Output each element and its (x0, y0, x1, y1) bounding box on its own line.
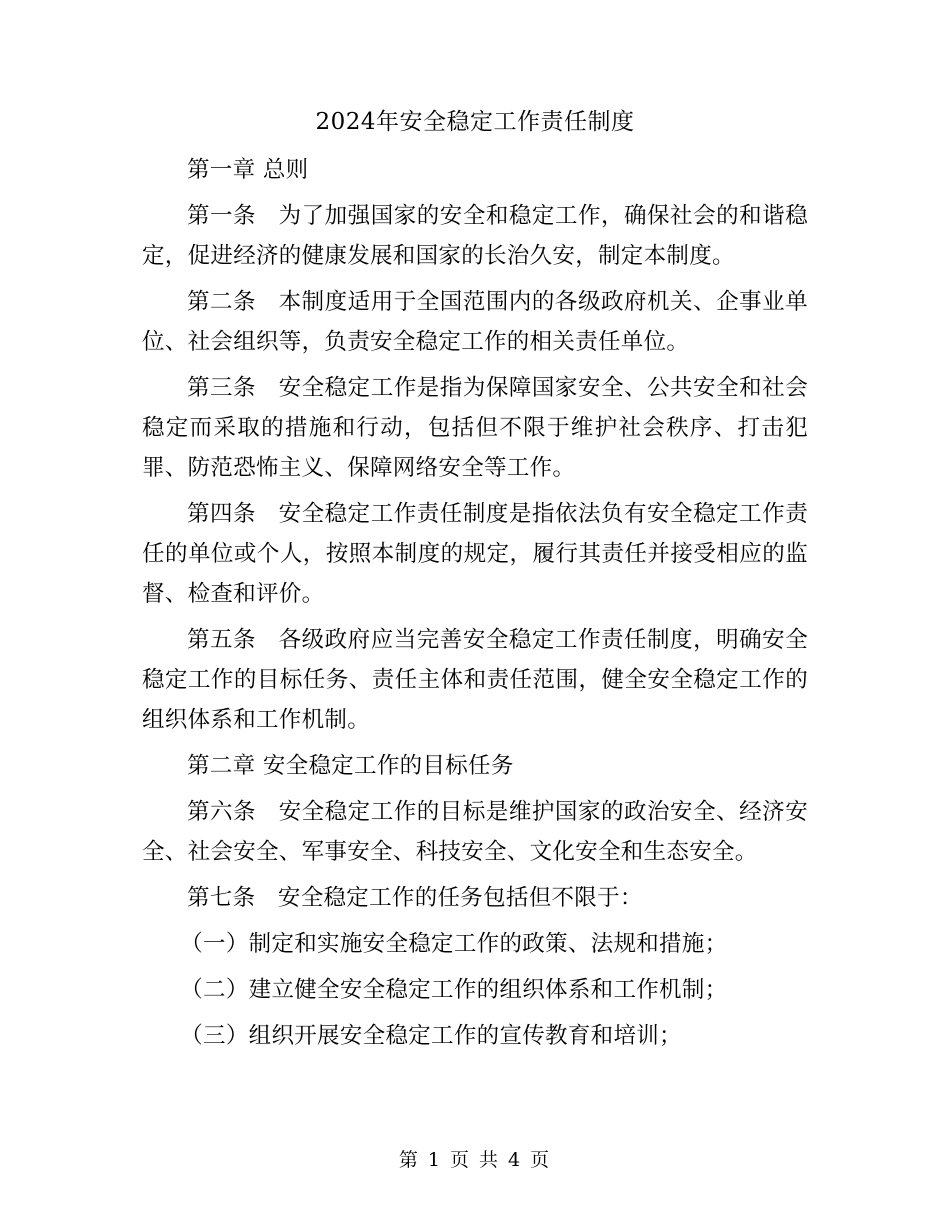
article-text: 安全稳定工作的任务包括但不限于： (277, 885, 643, 911)
article (142, 792, 808, 872)
article-label: 第七条 (187, 885, 256, 911)
document-body (142, 150, 808, 1062)
article-text: 各级政府应当完善安全稳定工作责任制度，明确安全稳定工作的目标任务、责任主体和责任范围，健全安全稳定工作的组织体系和工作机制。 (142, 627, 808, 733)
page-footer (0, 1146, 950, 1174)
article (142, 368, 808, 488)
article (142, 878, 808, 918)
article-label: 第四条 (187, 501, 257, 527)
article-text: 本制度适用于全国范围内的各级政府机关、企事业单位、社会组织等，负责安全稳定工作的相关责任单位。 (142, 289, 808, 355)
article-label: 第三条 (187, 375, 257, 401)
footer-prefix: 第 (398, 1149, 420, 1171)
list-item: （一）制定和实施安全稳定工作的政策、法规和措施； (180, 931, 728, 957)
article-label: 第二条 (187, 289, 257, 315)
list-item: （三）组织开展安全稳定工作的宣传教育和培训； (180, 1023, 682, 1049)
chapter-heading: 第二章 安全稳定工作的目标任务 (187, 753, 514, 779)
total-pages: 4 (508, 1149, 523, 1171)
article (142, 494, 808, 614)
article-label: 第五条 (187, 627, 257, 653)
footer-suffix: 页 (530, 1149, 552, 1171)
list-item: （二）建立健全安全稳定工作的组织体系和工作机制； (180, 977, 728, 1003)
footer-middle: 页 共 (449, 1149, 501, 1171)
page-number: 1 (427, 1149, 442, 1171)
document-title: 2024年安全稳定工作责任制度 (315, 109, 635, 135)
article-label: 第一条 (187, 203, 257, 229)
article (142, 282, 808, 362)
chapter-heading: 第一章 总则 (187, 157, 309, 183)
article-label: 第六条 (187, 799, 257, 825)
article-text: 安全稳定工作责任制度是指依法负有安全稳定工作责任的单位或个人，按照本制度的规定，履行其责任并接受相应的监督、检查和评价。 (142, 501, 808, 607)
article-text: 安全稳定工作的目标是维护国家的政治安全、经济安全、社会安全、军事安全、科技安全、文化安全和生态安全。 (142, 799, 808, 865)
article (142, 196, 808, 276)
article-text: 为了加强国家的安全和稳定工作，确保社会的和谐稳定，促进经济的健康发展和国家的长治久安，制定本制度。 (142, 203, 808, 269)
article (142, 620, 808, 740)
article-text: 安全稳定工作是指为保障国家安全、公共安全和社会稳定而采取的措施和行动，包括但不限于维护社会秩序、打击犯罪、防范恐怖主义、保障网络安全等工作。 (142, 375, 808, 481)
